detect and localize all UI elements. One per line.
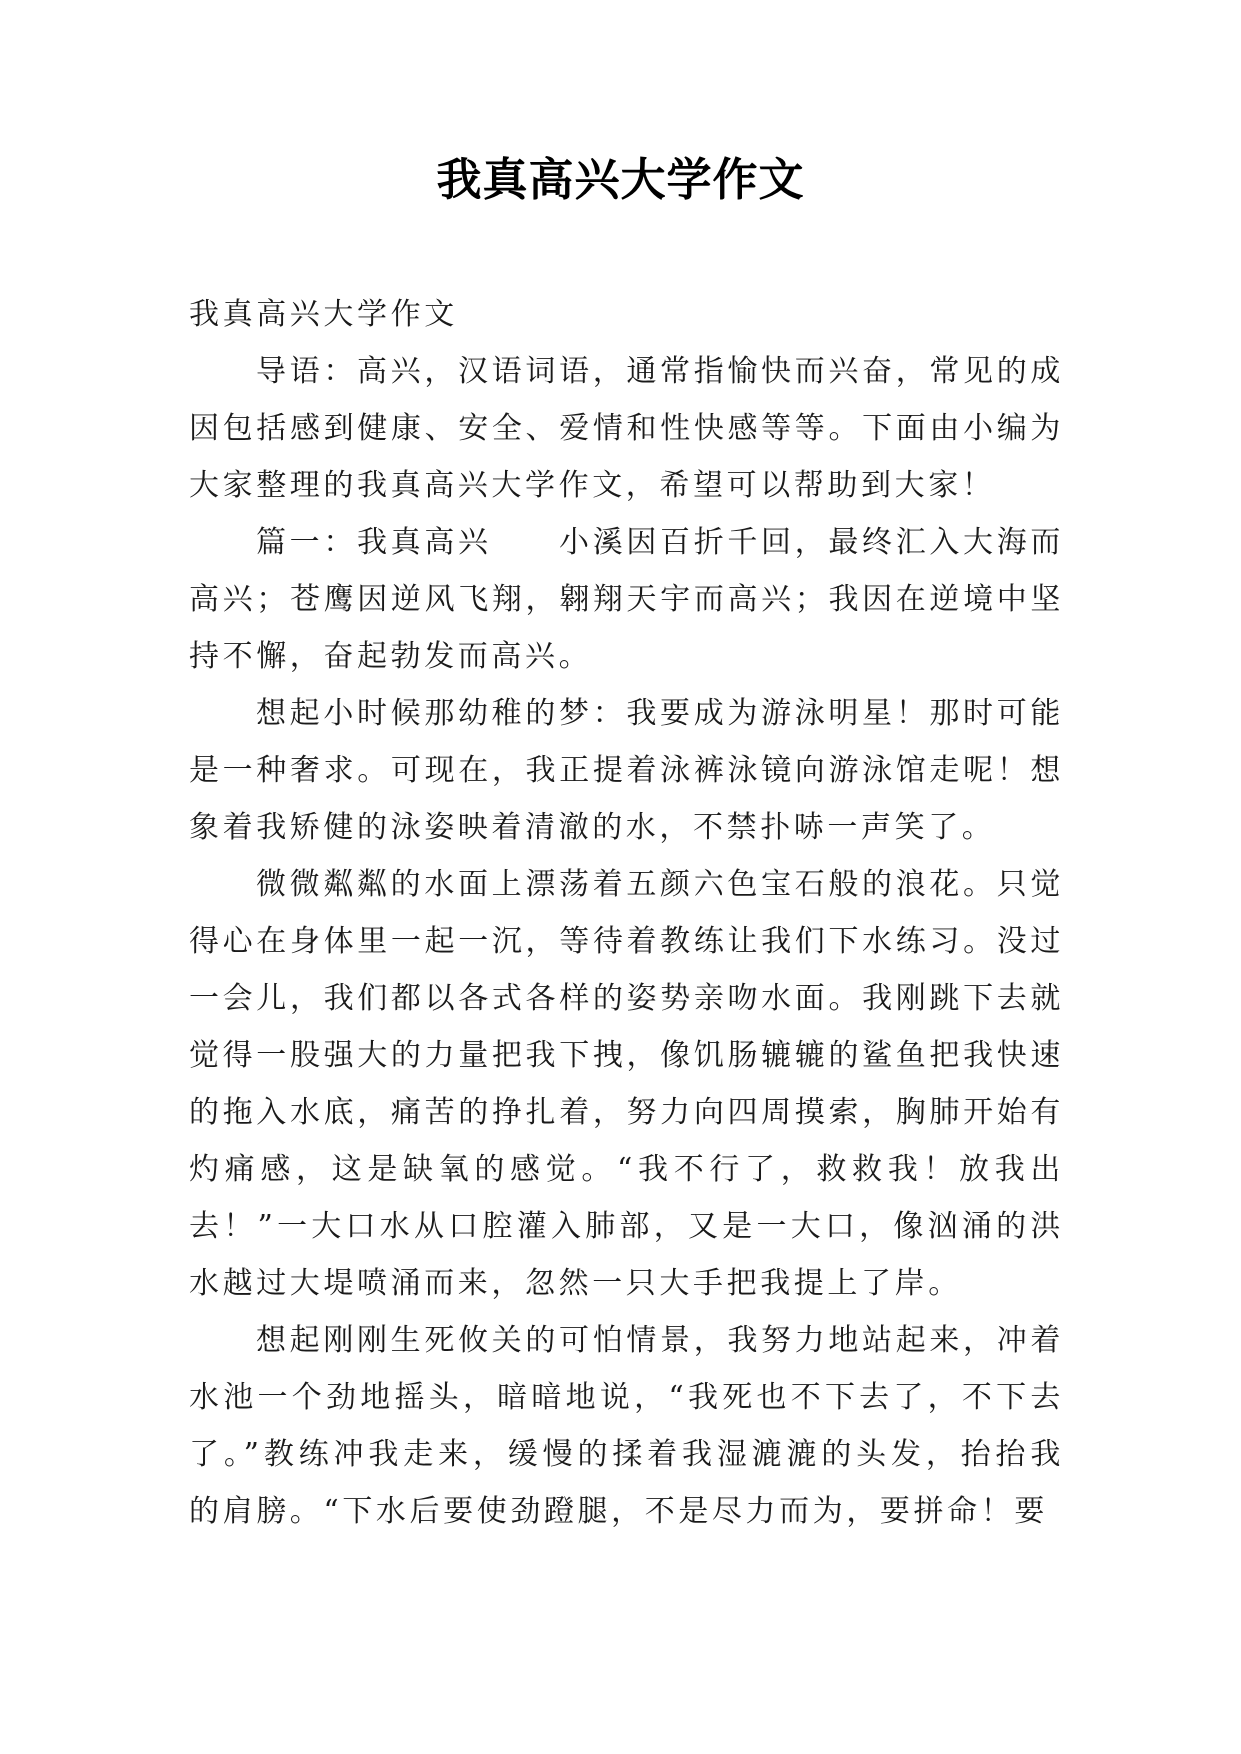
body-paragraph: 微微粼粼的水面上漂荡着五颜六色宝石般的浪花。只觉得心在身体里一起一沉，等待着教练让我们下水练习。没过一会儿，我们都以各式各样的姿势亲吻水面。我刚跳下去就觉得一股强大的力量把我下拽，像饥肠辘辘的鲨鱼把我快速的拖入水底，痛苦的挣扎着，努力向四周摸索，胸肺开始有灼痛感，这是缺氧的感觉。“我不行了，救救我！放我出去！”一大口水从口腔灌入肺部，又是一大口，像汹涌的洪水越过大堤喷涌而来，忽然一只大手把我提上了岸。 <box>189 867 1064 1301</box>
subtitle-paragraph: 我真高兴大学作文 <box>189 297 458 332</box>
document-body <box>189 286 1064 1540</box>
body-paragraph: 想起小时候那幼稚的梦：我要成为游泳明星！那时可能是一种奢求。可现在，我正提着泳裤泳镜向游泳馆走呢！想象着我矫健的泳姿映着清澈的水，不禁扑哧一声笑了。 <box>189 696 1064 845</box>
body-paragraph: 想起刚刚生死攸关的可怕情景，我努力地站起来，冲着水池一个劲地摇头，暗暗地说，“我死也不下去了，不下去了。”教练冲我走来，缓慢的揉着我湿漉漉的头发，抬抬我的肩膀。“下水后要使劲蹬腿，不是尽力而为，要拼命！要 <box>189 1323 1064 1529</box>
document-title: 我真高兴大学作文 <box>436 153 805 206</box>
chapter-one-paragraph: 篇一：我真高兴 小溪因百折千回，最终汇入大海而高兴；苍鹰因逆风飞翔，翱翔天宇而高兴；我因在逆境中坚持不懈，奋起勃发而高兴。 <box>189 525 1064 674</box>
intro-paragraph: 导语：高兴，汉语词语，通常指愉快而兴奋，常见的成因包括感到健康、安全、爱情和性快感等等。下面由小编为大家整理的我真高兴大学作文，希望可以帮助到大家！ <box>189 354 1064 503</box>
